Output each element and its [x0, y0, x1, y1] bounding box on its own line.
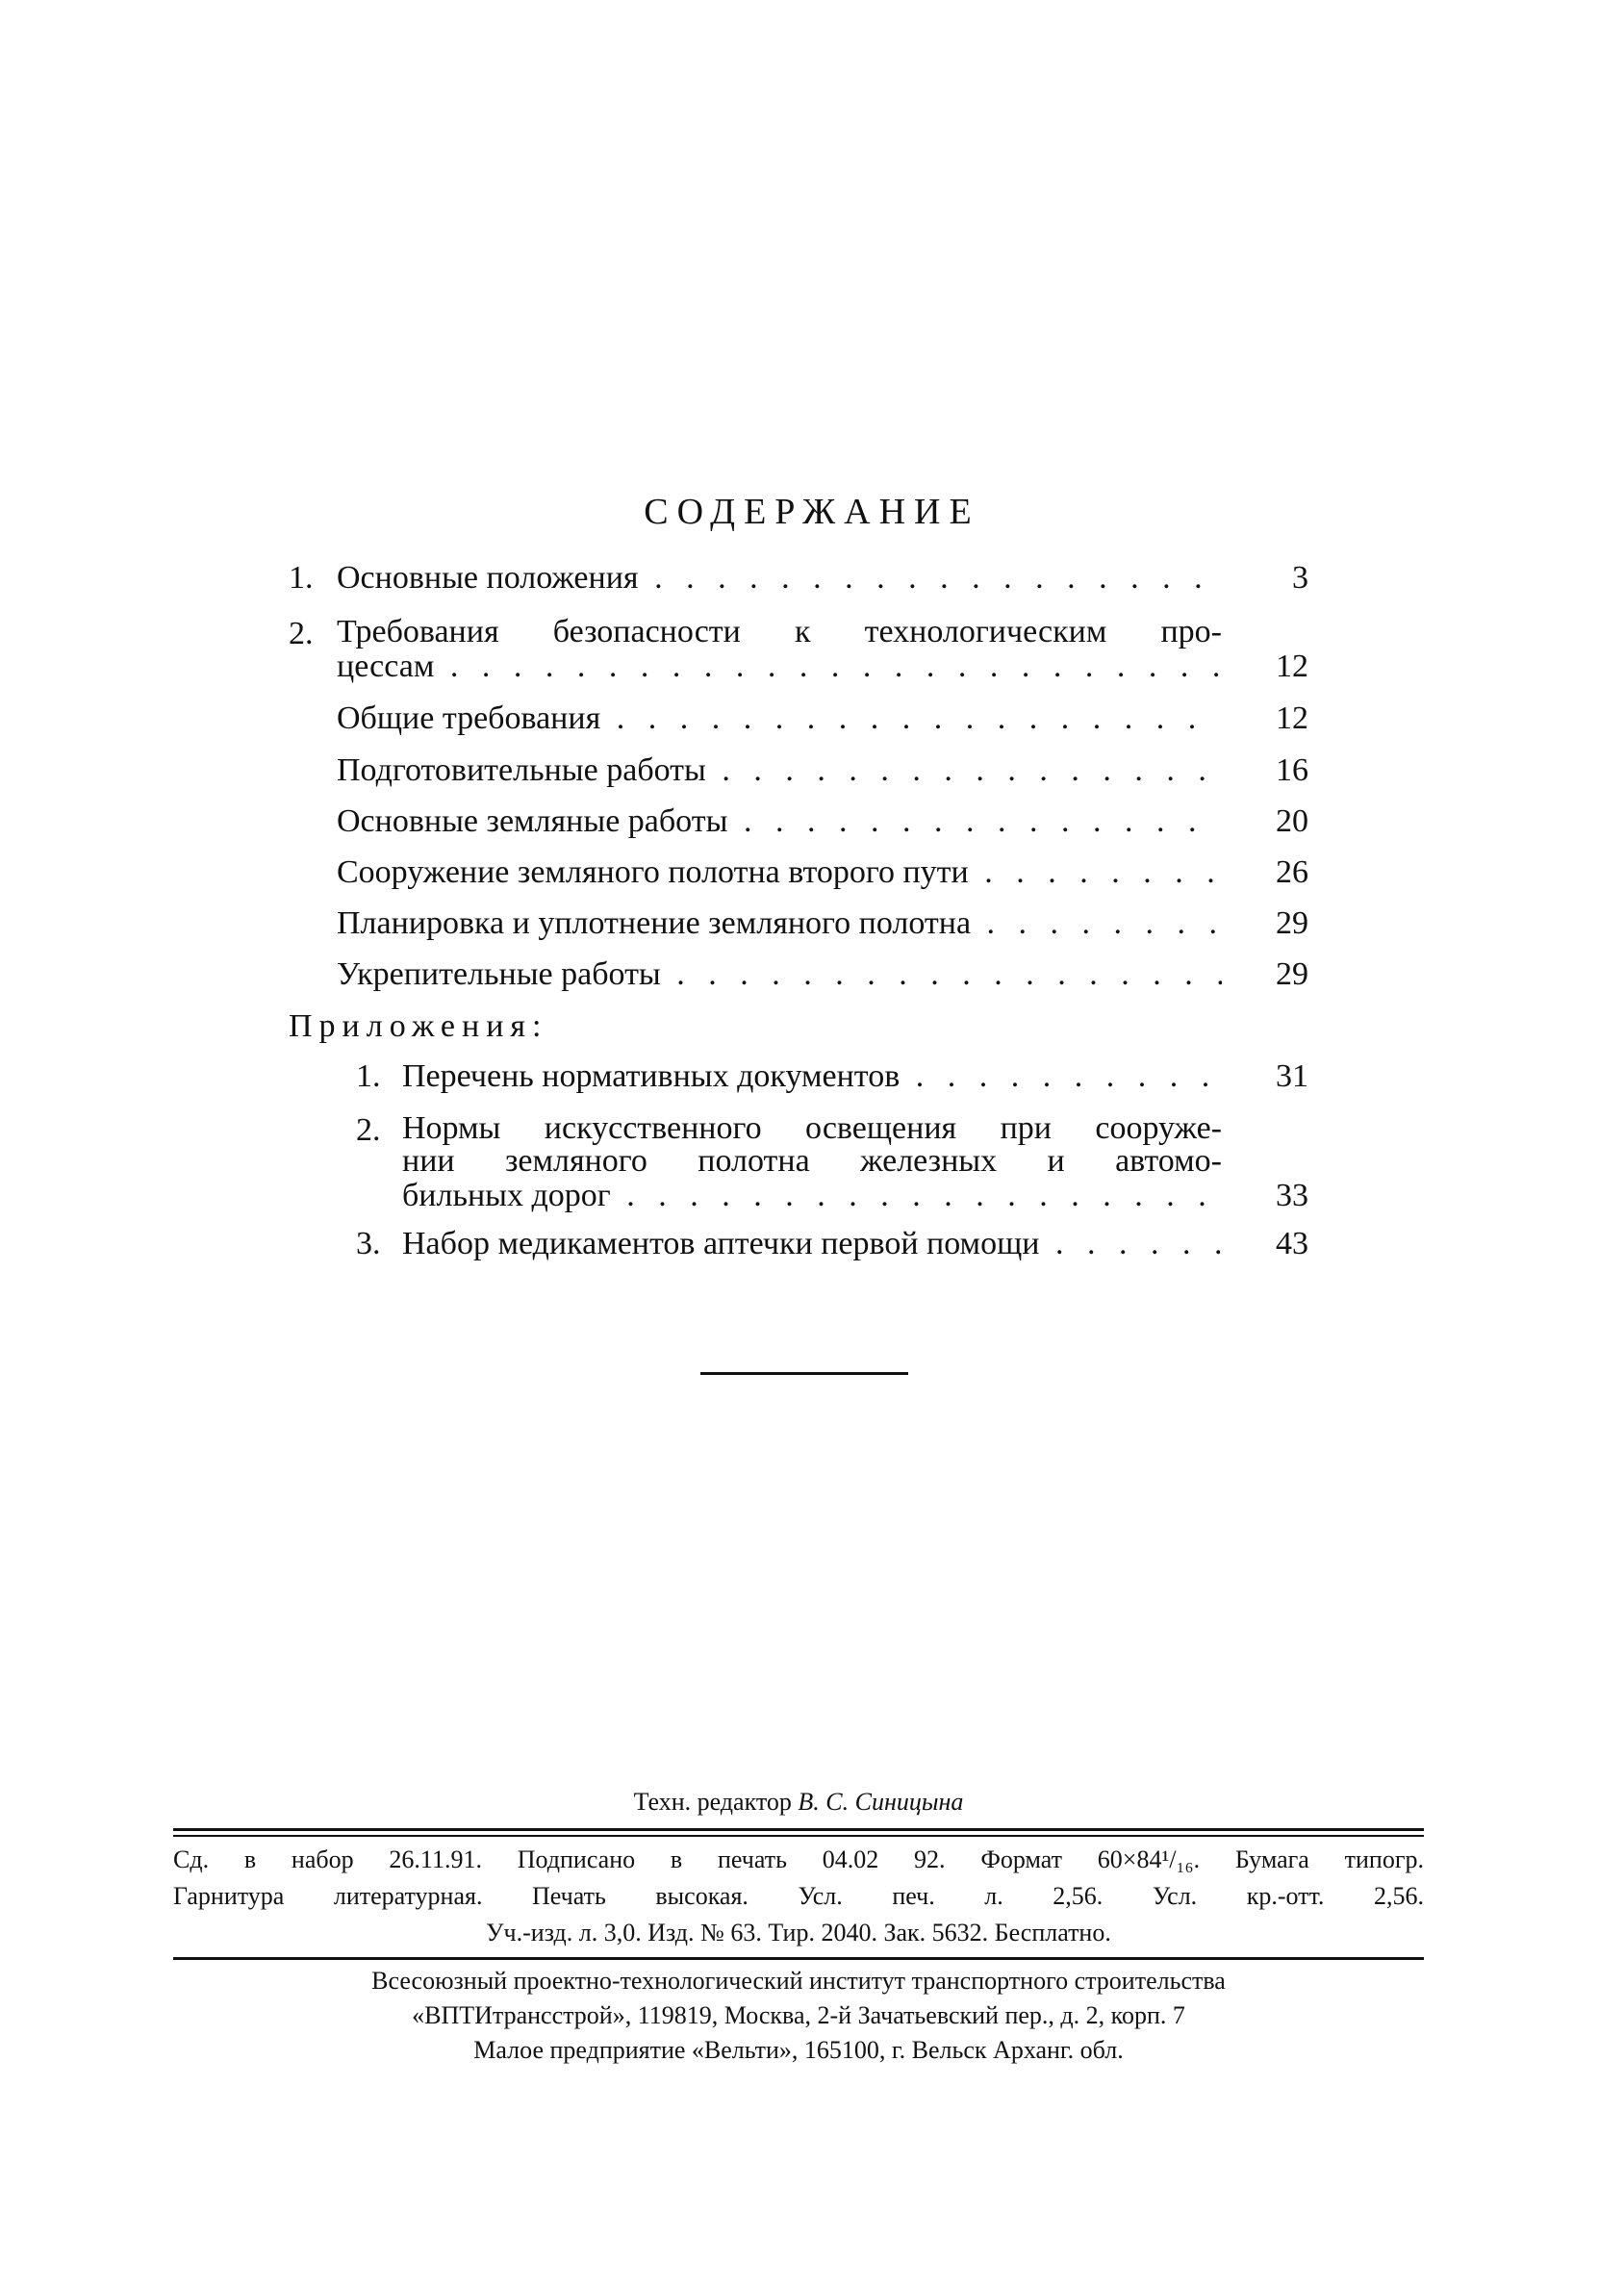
toc-item-number: 1.	[289, 560, 314, 596]
toc-item-2	[289, 616, 1308, 693]
appendix-item-page: 31	[1276, 1058, 1308, 1094]
toc-item-page: 29	[1276, 905, 1308, 941]
appendix-heading: Приложения:	[289, 1008, 548, 1044]
editor-name: В. С. Синицына	[798, 1788, 964, 1816]
toc-item-page: 3	[1292, 560, 1308, 596]
appendix-item-1	[289, 1058, 1308, 1101]
publisher-line-2: «ВПТИтрансстрой», 119819, Москва, 2-й Зачатьевский пер., д. 2, корп. 7	[412, 2001, 1185, 2029]
toc-item-number: 2.	[289, 616, 314, 651]
appendix-item-label-line1: Нормы искусственного освещения при сооруже-	[402, 1110, 1222, 1146]
toc-item-label-line2: цессам . . .	[337, 649, 1222, 685]
toc-item-5	[289, 803, 1308, 846]
toc-item-label: Общие требования . . .	[337, 700, 1222, 737]
toc-item-page: 16	[1276, 752, 1308, 788]
imprint-rule-top-1	[173, 1828, 1424, 1831]
appendix-item-number: 1.	[356, 1058, 381, 1094]
toc-item-label: Сооружение земляного полотна второго пути . . .	[337, 854, 1222, 891]
appendix-item-2	[289, 1112, 1308, 1218]
toc-item-8	[289, 956, 1308, 999]
appendix-item-label: Набор медикаментов аптечки первой помощи . . .	[402, 1226, 1222, 1262]
toc-item-label: Укрепительные работы . . .	[337, 956, 1222, 993]
appendix-item-number: 2.	[356, 1112, 381, 1148]
appendix-item-page: 43	[1276, 1226, 1308, 1261]
appendix-item-3	[289, 1226, 1308, 1268]
imprint-line-2: Гарнитура литературная. Печать высокая. Усл. печ. л. 2,56. Усл. кр.-отт. 2,56.	[173, 1882, 1424, 1910]
toc-item-page: 20	[1276, 803, 1308, 839]
toc-item-page: 12	[1276, 649, 1308, 684]
appendix-item-label: Перечень нормативных документов . . .	[402, 1058, 1222, 1095]
toc-item-6	[289, 854, 1308, 897]
appendix-item-label-line2: нии земляного полотна железных и автомо-	[402, 1143, 1222, 1179]
appendix-item-label-line3: бильных дорог . . .	[402, 1178, 1222, 1214]
printer-line: Малое предприятие «Вельти», 165100, г. Вельск Арханг. обл.	[473, 2036, 1124, 2064]
toc-item-1	[289, 560, 1308, 602]
appendix-item-page: 33	[1276, 1178, 1308, 1213]
toc-item-label: Подготовительные работы . . .	[337, 752, 1222, 789]
publisher-line-1: Всесоюзный проектно-технологический институт транспортного строительства	[371, 1967, 1226, 1995]
toc-item-label: Основные земляные работы . . .	[337, 803, 1222, 840]
editor-prefix: Техн. редактор	[633, 1788, 792, 1816]
toc-item-4	[289, 752, 1308, 795]
toc-title: СОДЕРЖАНИЕ	[644, 492, 980, 532]
toc-item-page: 12	[1276, 700, 1308, 736]
imprint-rule-bottom	[173, 1957, 1424, 1960]
imprint-line-3: Уч.-изд. л. 3,0. Изд. № 63. Тир. 2040. Зак. 5632. Бесплатно.	[486, 1919, 1111, 1946]
toc-item-label: Основные положения . . .	[337, 560, 1222, 597]
section-divider	[700, 1372, 908, 1375]
appendix-item-number: 3.	[356, 1226, 381, 1261]
toc-item-label: Планировка и уплотнение земляного полотна . . .	[337, 905, 1222, 942]
imprint-line-1: Сд. в набор 26.11.91. Подписано в печать 04.02 92. Формат 60×84¹/₁₆. Бумага типогр.	[173, 1845, 1424, 1873]
editor-line	[173, 1788, 1424, 1817]
toc-item-label-line1: Требования безопасности к технологическим про-	[337, 614, 1222, 649]
toc-item-page: 29	[1276, 956, 1308, 992]
imprint-rule-top-2	[173, 1835, 1424, 1837]
toc-item-7	[289, 905, 1308, 948]
toc-item-3	[289, 700, 1308, 743]
toc-item-page: 26	[1276, 854, 1308, 890]
